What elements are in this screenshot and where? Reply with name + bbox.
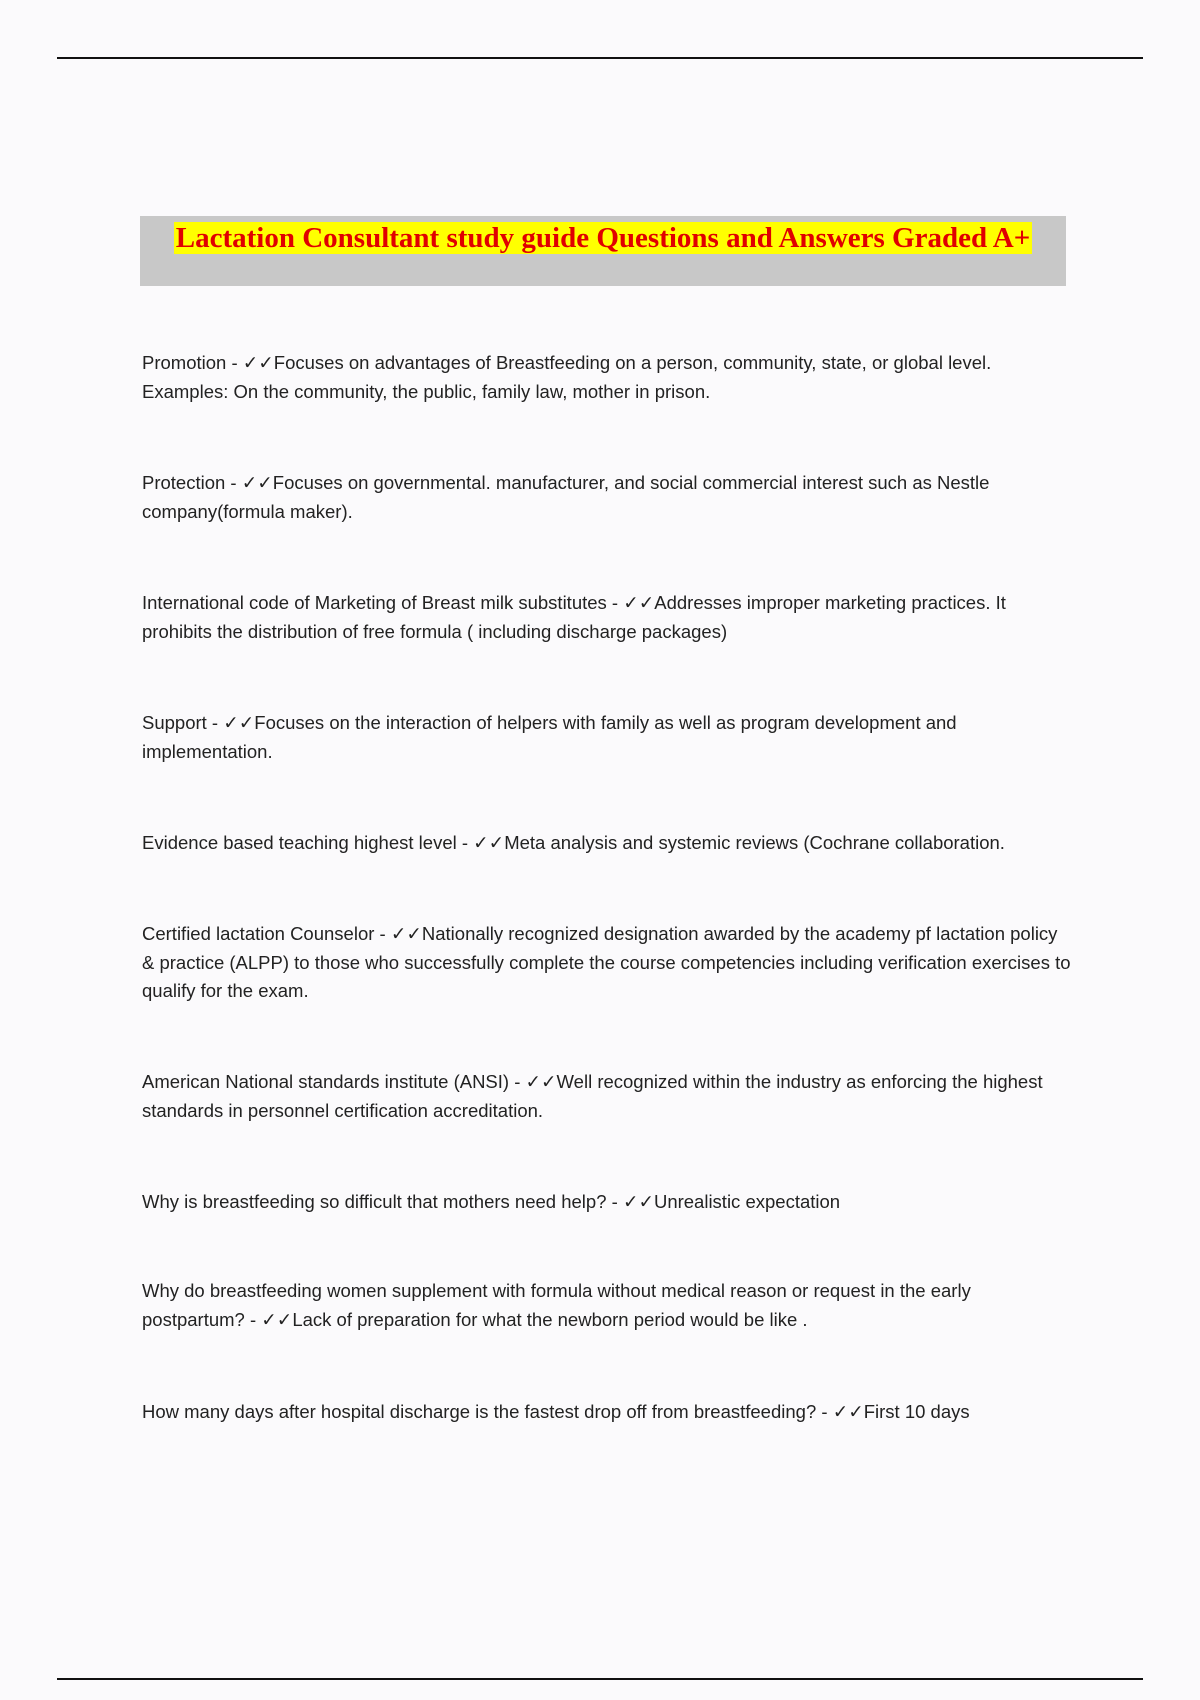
double-check-icon: ✓✓ — [242, 352, 274, 373]
separator: - — [374, 923, 391, 944]
separator: - — [816, 1401, 833, 1422]
separator: - — [225, 472, 242, 493]
answer-text: Lack of preparation for what the newborn period would be like . — [292, 1308, 808, 1330]
answer-text: Meta analysis and systemic reviews (Cochrane collaboration. — [504, 832, 1005, 853]
question-text: How many days after hospital discharge is the fastest drop off from breastfeeding? — [142, 1401, 817, 1422]
question-text: International code of Marketing of Breast milk substitutes — [142, 592, 607, 613]
bottom-rule — [57, 1678, 1143, 1680]
separator: - — [206, 712, 224, 733]
separator: - — [509, 1071, 526, 1092]
answer-text: Focuses on advantages of Breastfeeding on a person, community, state, or global level. Examples: On the community, the public, family law, mother in prison. — [142, 352, 992, 402]
answer-text: Focuses on the interaction of helpers with family as well as program development and implementation. — [142, 712, 957, 762]
double-check-icon: ✓✓ — [832, 1401, 864, 1422]
answer-text: First 10 days — [863, 1401, 970, 1422]
qa-item-international-code — [142, 589, 1072, 646]
separator: - — [456, 832, 474, 853]
question-text: Protection — [142, 472, 226, 493]
question-text: Certified lactation Counselor — [142, 923, 375, 944]
title-banner — [140, 216, 1066, 286]
double-check-icon: ✓✓ — [390, 923, 422, 944]
qa-item-why-difficult — [142, 1188, 1072, 1217]
qa-item-promotion — [142, 349, 1072, 406]
answer-text: Focuses on governmental. manufacturer, and social commercial interest such as Nestle company(formula maker). — [142, 472, 990, 522]
answer-text: Well recognized within the industry as enforcing the highest standards in personnel certification accreditation. — [142, 1071, 1043, 1121]
qa-item-evidence-based — [142, 829, 1072, 858]
qa-item-ansi — [142, 1068, 1072, 1125]
separator: - — [244, 1308, 262, 1330]
question-text: Evidence based teaching highest level — [142, 832, 457, 853]
question-text: Promotion — [142, 352, 227, 373]
double-check-icon: ✓✓ — [473, 832, 505, 853]
question-text: Why is breastfeeding so difficult that mothers need help? — [142, 1191, 607, 1212]
answer-text: Nationally recognized designation awarded by the academy pf lactation policy & practice (ALPP) to those who successfully complete the course competencies including verification exercises to qualify for the exam. — [142, 923, 1071, 1001]
qa-item-why-supplement — [142, 1277, 1072, 1334]
separator: - — [606, 592, 624, 613]
double-check-icon: ✓✓ — [525, 1071, 557, 1092]
qa-item-support — [142, 709, 1072, 766]
answer-text: Unrealistic expectation — [653, 1191, 841, 1212]
double-check-icon: ✓✓ — [261, 1308, 293, 1330]
question-text: Support — [142, 712, 207, 733]
qa-item-protection — [142, 469, 1072, 526]
qa-item-certified-counselor — [142, 920, 1072, 1006]
double-check-icon: ✓✓ — [623, 592, 655, 613]
question-text: American National standards institute (ANSI) — [142, 1071, 510, 1092]
qa-item-drop-off — [142, 1398, 1072, 1427]
separator: - — [606, 1191, 623, 1212]
double-check-icon: ✓✓ — [622, 1191, 654, 1212]
answer-text: Addresses improper marketing practices. It prohibits the distribution of free formula ( including discharge packages) — [142, 592, 1006, 642]
separator: - — [226, 352, 243, 373]
double-check-icon: ✓✓ — [241, 472, 273, 493]
question-text: Why do breastfeeding women supplement with formula without medical reason or request in the early postpartum? — [142, 1280, 971, 1330]
top-rule — [57, 57, 1143, 59]
double-check-icon: ✓✓ — [223, 712, 255, 733]
document-title: Lactation Consultant study guide Questions and Answers Graded A+ — [175, 222, 1031, 254]
